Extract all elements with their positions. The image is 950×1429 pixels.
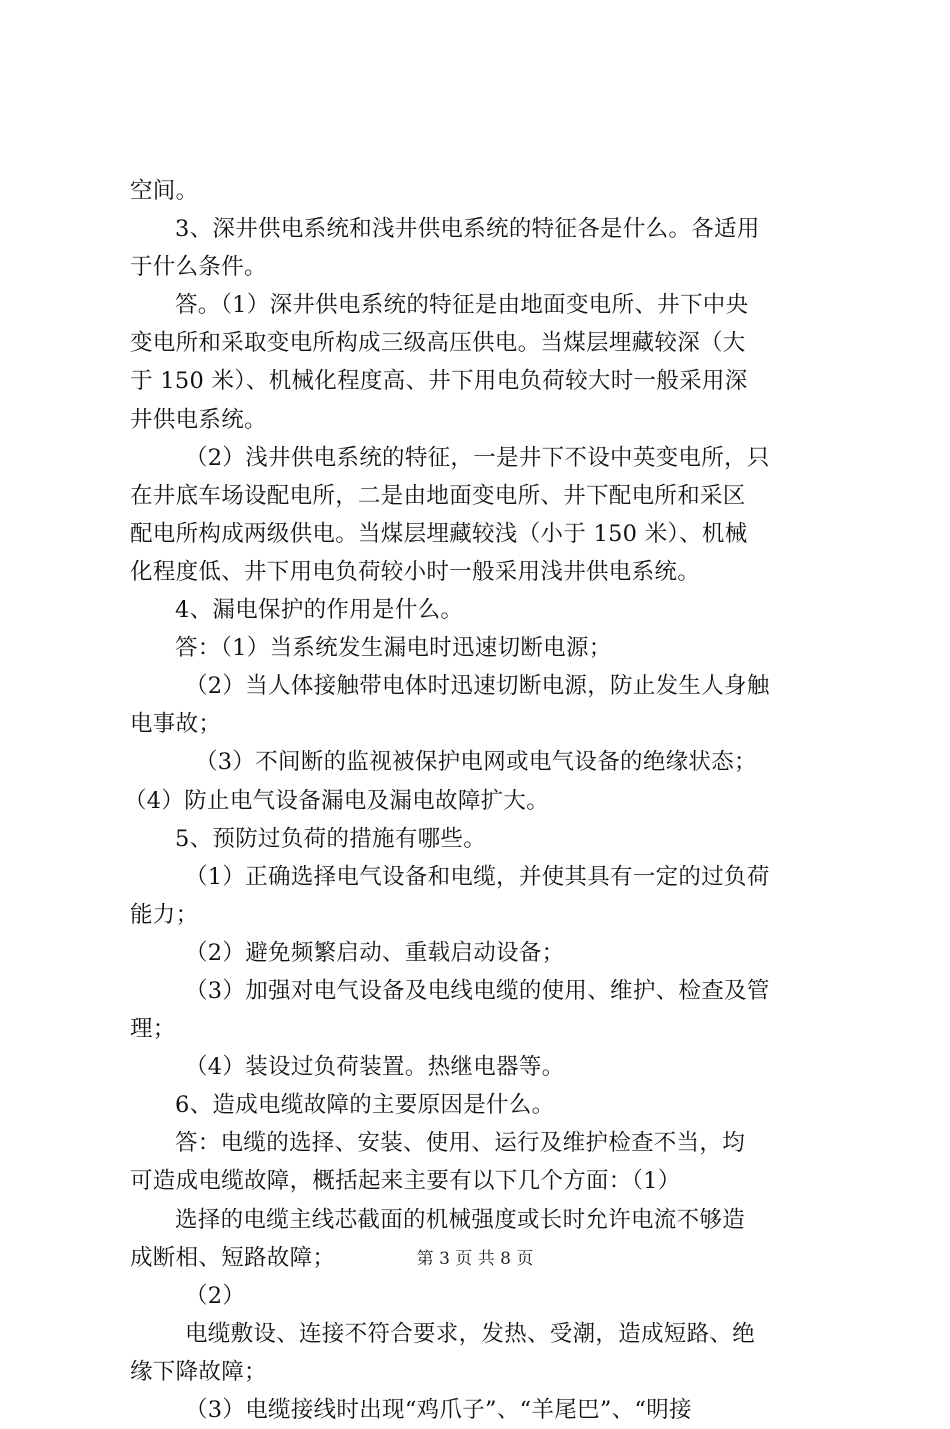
text-line: （2）避免频繁启动、重载启动设备； xyxy=(185,939,565,966)
text-line: 井供电系统。 xyxy=(130,406,267,433)
text-line: 缘下降故障； xyxy=(130,1358,267,1385)
text-line: 可造成电缆故障，概括起来主要有以下几个方面：（1） xyxy=(130,1168,681,1195)
text-line: 6、造成电缆故障的主要原因是什么。 xyxy=(175,1092,555,1119)
text-line: （3）电缆接线时出现“鸡爪子”、“羊尾巴”、“明接 xyxy=(185,1397,692,1423)
text-line: （2） xyxy=(185,1282,246,1309)
text-line: 空间。 xyxy=(130,178,199,204)
text-line: 于 150 米）、机械化程度高、井下用电负荷较大时一般采用深 xyxy=(130,368,748,395)
text-line: 能力； xyxy=(130,901,199,928)
text-line: （3）不间断的监视被保护电网或电气设备的绝缘状态； xyxy=(195,749,757,776)
text-line: 电缆敷设、连接不符合要求，发热、受潮，造成短路、绝 xyxy=(185,1320,756,1347)
document-body xyxy=(124,172,830,1429)
text-line: 在井底车场设配电所，二是由地面变电所、井下配电所和采区 xyxy=(130,482,746,509)
text-line: 答：电缆的选择、安装、使用、运行及维护检查不当，均 xyxy=(175,1130,746,1157)
text-line: 5、预防过负荷的措施有哪些。 xyxy=(175,825,487,852)
text-line: 答。（1）深井供电系统的特征是由地面变电所、井下中央 xyxy=(175,292,749,319)
text-line: 化程度低、井下用电负荷较小时一般采用浅井供电系统。 xyxy=(130,558,701,585)
text-line: 变电所和采取变电所构成三级高压供电。当煤层埋藏较深（大 xyxy=(130,330,746,357)
text-line: （2）浅井供电系统的特征，一是井下不设中英变电所，只 xyxy=(185,444,770,471)
text-line: （2）当人体接触带电体时迅速切断电源，防止发生人身触 xyxy=(185,673,770,700)
text-line: 答：（1）当系统发生漏电时迅速切断电源； xyxy=(175,635,612,662)
text-line: 3、深井供电系统和浅井供电系统的特征各是什么。各适用 xyxy=(175,216,760,243)
text-line: （1）正确选择电气设备和电缆，并使其具有一定的过负荷 xyxy=(185,863,770,890)
text-line: 理； xyxy=(130,1016,176,1043)
text-line: （3）加强对电气设备及电线电缆的使用、维护、检查及管 xyxy=(185,977,770,1004)
text-line: 选择的电缆主线芯截面的机械强度或长时允许电流不够造 xyxy=(175,1206,746,1233)
text-line: （4）装设过负荷装置。热继电器等。 xyxy=(185,1054,565,1081)
text-line: 4、漏电保护的作用是什么。 xyxy=(175,597,464,624)
page-footer: 第 3 页 共 8 页 xyxy=(416,1249,534,1269)
text-line: （4）防止电气设备漏电及漏电故障扩大。 xyxy=(124,787,550,814)
text-line: 于什么条件。 xyxy=(130,254,267,281)
text-line: 电事故； xyxy=(130,711,222,738)
text-line: 配电所构成两级供电。当煤层埋藏较浅（小于 150 米）、机械 xyxy=(130,520,748,547)
text-line: 成断相、短路故障； xyxy=(130,1244,336,1271)
